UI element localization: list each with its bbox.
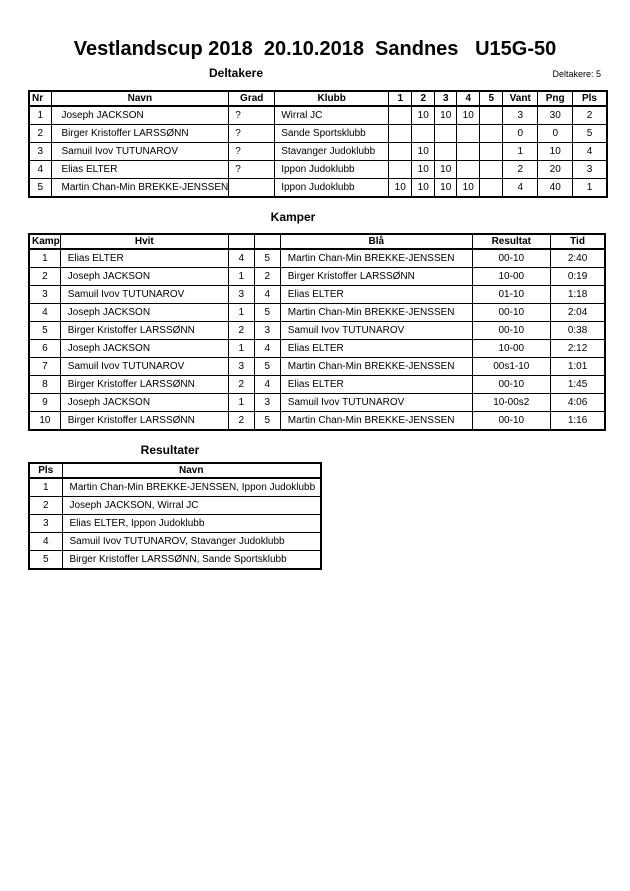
cell-klubb: Ippon Judoklubb (275, 179, 389, 198)
cell-bla-nr: 5 (254, 304, 280, 322)
cell-bla: Martin Chan-Min BREKKE-JENSSEN (280, 304, 472, 322)
column-header-vant: Vant (503, 91, 538, 106)
cell-score-4: 10 (457, 179, 480, 198)
cell-png: 40 (538, 179, 573, 198)
column-header-round-4: 4 (457, 91, 480, 106)
column-header-resultat: Resultat (472, 234, 550, 249)
cell-bla-nr: 4 (254, 340, 280, 358)
column-header-pls: Pls (573, 91, 607, 106)
cell-hvit: Samuil Ivov TUTUNAROV (60, 286, 228, 304)
cell-klubb: Ippon Judoklubb (275, 161, 389, 179)
cell-navn: Martin Chan-Min BREKKE-JENSSEN, Ippon Judoklubb (62, 478, 321, 497)
cell-vant: 3 (503, 106, 538, 125)
cell-hvit: Joseph JACKSON (60, 340, 228, 358)
cell-tid: 0:38 (550, 322, 605, 340)
table-row (29, 551, 321, 570)
cell-kamp: 5 (29, 322, 60, 340)
cell-hvit-nr: 1 (228, 268, 254, 286)
cell-score-1 (389, 161, 412, 179)
table-row (29, 515, 321, 533)
cell-score-1 (389, 143, 412, 161)
table-row (29, 161, 607, 179)
cell-klubb: Stavanger Judoklubb (275, 143, 389, 161)
column-header-bla-nr (254, 234, 280, 249)
table-row (29, 478, 321, 497)
resultater-table (28, 462, 322, 570)
cell-bla: Elias ELTER (280, 286, 472, 304)
cell-resultat: 00-10 (472, 249, 550, 268)
column-header-round-1: 1 (389, 91, 412, 106)
cell-klubb: Wirral JC (275, 106, 389, 125)
column-header-round-2: 2 (412, 91, 435, 106)
cell-pls: 3 (573, 161, 607, 179)
cell-tid: 1:18 (550, 286, 605, 304)
cell-navn: Birger Kristoffer LARSSØNN (51, 125, 229, 143)
cell-kamp: 10 (29, 412, 60, 431)
cell-score-5 (480, 143, 503, 161)
cell-hvit: Birger Kristoffer LARSSØNN (60, 322, 228, 340)
cell-grad: ? (229, 143, 275, 161)
cell-resultat: 00s1-10 (472, 358, 550, 376)
cell-score-4 (457, 161, 480, 179)
cell-score-5 (480, 161, 503, 179)
cell-tid: 1:45 (550, 376, 605, 394)
cell-pls: 4 (573, 143, 607, 161)
cell-score-2: 10 (412, 143, 435, 161)
cell-hvit: Birger Kristoffer LARSSØNN (60, 412, 228, 431)
column-header-kamp: Kamp (29, 234, 60, 249)
cell-score-2 (412, 125, 435, 143)
cell-bla-nr: 4 (254, 286, 280, 304)
table-row (29, 268, 605, 286)
cell-bla: Martin Chan-Min BREKKE-JENSSEN (280, 249, 472, 268)
cell-score-5 (480, 106, 503, 125)
table-row (29, 143, 607, 161)
cell-png: 30 (538, 106, 573, 125)
cell-bla-nr: 5 (254, 358, 280, 376)
cell-score-3: 10 (435, 179, 457, 198)
cell-kamp: 2 (29, 268, 60, 286)
table-row (29, 533, 321, 551)
table-row (29, 249, 605, 268)
cell-bla-nr: 3 (254, 322, 280, 340)
header-row (29, 234, 605, 249)
cell-grad (229, 179, 275, 198)
cell-navn: Samuil Ivov TUTUNAROV, Stavanger Judoklubb (62, 533, 321, 551)
cell-png: 10 (538, 143, 573, 161)
cell-pls: 4 (29, 533, 62, 551)
cell-score-5 (480, 125, 503, 143)
cell-resultat: 00-10 (472, 304, 550, 322)
table-row (29, 358, 605, 376)
column-header-hvit-nr (228, 234, 254, 249)
cell-hvit: Joseph JACKSON (60, 268, 228, 286)
cell-hvit-nr: 3 (228, 286, 254, 304)
section-title-resultater: Resultater (140, 443, 200, 457)
cell-bla-nr: 2 (254, 268, 280, 286)
cell-score-3 (435, 125, 457, 143)
cell-tid: 1:16 (550, 412, 605, 431)
cell-bla-nr: 5 (254, 412, 280, 431)
cell-navn: Joseph JACKSON (51, 106, 229, 125)
cell-kamp: 6 (29, 340, 60, 358)
cell-resultat: 01-10 (472, 286, 550, 304)
cell-resultat: 10-00 (472, 268, 550, 286)
cell-kamp: 9 (29, 394, 60, 412)
column-header-tid: Tid (550, 234, 605, 249)
cell-vant: 2 (503, 161, 538, 179)
section-title-kamper: Kamper (270, 210, 316, 224)
cell-score-3: 10 (435, 161, 457, 179)
cell-navn: Martin Chan-Min BREKKE-JENSSEN (51, 179, 229, 198)
column-header-nr: Nr (29, 91, 51, 106)
cell-png: 0 (538, 125, 573, 143)
table-row (29, 322, 605, 340)
cell-resultat: 10-00s2 (472, 394, 550, 412)
cell-score-3 (435, 143, 457, 161)
cell-nr: 5 (29, 179, 51, 198)
cell-hvit: Samuil Ivov TUTUNAROV (60, 358, 228, 376)
cell-resultat: 00-10 (472, 412, 550, 431)
cell-nr: 4 (29, 161, 51, 179)
header-row (29, 463, 321, 478)
cell-tid: 2:12 (550, 340, 605, 358)
cell-hvit: Joseph JACKSON (60, 394, 228, 412)
column-header-klubb: Klubb (275, 91, 389, 106)
cell-navn: Samuil Ivov TUTUNAROV (51, 143, 229, 161)
cell-score-3: 10 (435, 106, 457, 125)
cell-grad: ? (229, 125, 275, 143)
cell-vant: 1 (503, 143, 538, 161)
cell-bla: Elias ELTER (280, 340, 472, 358)
table-row (29, 304, 605, 322)
page-title: Vestlandscup 2018 20.10.2018 Sandnes U15G-50 (73, 38, 557, 60)
cell-score-5 (480, 179, 503, 198)
cell-tid: 2:40 (550, 249, 605, 268)
table-row (29, 179, 607, 198)
cell-score-4 (457, 125, 480, 143)
cell-score-4: 10 (457, 106, 480, 125)
cell-score-1 (389, 106, 412, 125)
cell-tid: 4:06 (550, 394, 605, 412)
cell-pls: 1 (573, 179, 607, 198)
cell-grad: ? (229, 106, 275, 125)
cell-bla: Martin Chan-Min BREKKE-JENSSEN (280, 412, 472, 431)
cell-resultat: 00-10 (472, 322, 550, 340)
cell-kamp: 4 (29, 304, 60, 322)
cell-bla: Martin Chan-Min BREKKE-JENSSEN (280, 358, 472, 376)
section-title-deltakere: Deltakere (208, 66, 264, 80)
cell-nr: 3 (29, 143, 51, 161)
cell-bla-nr: 4 (254, 376, 280, 394)
cell-nr: 1 (29, 106, 51, 125)
cell-hvit: Birger Kristoffer LARSSØNN (60, 376, 228, 394)
table-row (29, 497, 321, 515)
cell-hvit-nr: 2 (228, 412, 254, 431)
cell-score-1 (389, 125, 412, 143)
cell-hvit-nr: 1 (228, 394, 254, 412)
column-header-pls: Pls (29, 463, 62, 478)
cell-hvit-nr: 2 (228, 322, 254, 340)
table-row (29, 340, 605, 358)
cell-score-2: 10 (412, 179, 435, 198)
cell-bla: Samuil Ivov TUTUNAROV (280, 322, 472, 340)
cell-vant: 0 (503, 125, 538, 143)
cell-hvit-nr: 1 (228, 304, 254, 322)
cell-pls: 2 (29, 497, 62, 515)
table-row (29, 394, 605, 412)
cell-kamp: 8 (29, 376, 60, 394)
cell-pls: 2 (573, 106, 607, 125)
cell-klubb: Sande Sportsklubb (275, 125, 389, 143)
cell-pls: 5 (29, 551, 62, 570)
cell-hvit-nr: 2 (228, 376, 254, 394)
cell-bla-nr: 5 (254, 249, 280, 268)
cell-tid: 1:01 (550, 358, 605, 376)
cell-grad: ? (229, 161, 275, 179)
cell-navn: Birger Kristoffer LARSSØNN, Sande Sportsklubb (62, 551, 321, 570)
cell-vant: 4 (503, 179, 538, 198)
column-header-navn: Navn (51, 91, 229, 106)
column-header-bla: Blå (280, 234, 472, 249)
cell-navn: Joseph JACKSON, Wirral JC (62, 497, 321, 515)
cell-hvit-nr: 4 (228, 249, 254, 268)
cell-bla: Birger Kristoffer LARSSØNN (280, 268, 472, 286)
column-header-navn: Navn (62, 463, 321, 478)
cell-bla: Samuil Ivov TUTUNAROV (280, 394, 472, 412)
cell-score-2: 10 (412, 106, 435, 125)
cell-kamp: 1 (29, 249, 60, 268)
cell-score-4 (457, 143, 480, 161)
table-row (29, 286, 605, 304)
cell-resultat: 10-00 (472, 340, 550, 358)
header-row (29, 91, 607, 106)
column-header-grad: Grad (229, 91, 275, 106)
cell-tid: 2:04 (550, 304, 605, 322)
cell-navn: Elias ELTER (51, 161, 229, 179)
cell-score-1: 10 (389, 179, 412, 198)
deltakere-table (28, 90, 608, 198)
cell-resultat: 00-10 (472, 376, 550, 394)
cell-navn: Elias ELTER, Ippon Judoklubb (62, 515, 321, 533)
cell-hvit-nr: 1 (228, 340, 254, 358)
cell-kamp: 7 (29, 358, 60, 376)
column-header-round-3: 3 (435, 91, 457, 106)
kamper-table (28, 233, 606, 431)
participants-count: Deltakere: 5 (552, 69, 601, 79)
cell-hvit: Elias ELTER (60, 249, 228, 268)
cell-score-2: 10 (412, 161, 435, 179)
column-header-hvit: Hvit (60, 234, 228, 249)
column-header-png: Png (538, 91, 573, 106)
column-header-round-5: 5 (480, 91, 503, 106)
cell-kamp: 3 (29, 286, 60, 304)
cell-tid: 0:19 (550, 268, 605, 286)
cell-pls: 1 (29, 478, 62, 497)
cell-pls: 3 (29, 515, 62, 533)
cell-hvit: Joseph JACKSON (60, 304, 228, 322)
cell-png: 20 (538, 161, 573, 179)
cell-pls: 5 (573, 125, 607, 143)
cell-bla-nr: 3 (254, 394, 280, 412)
table-row (29, 412, 605, 431)
cell-nr: 2 (29, 125, 51, 143)
cell-hvit-nr: 3 (228, 358, 254, 376)
cell-bla: Elias ELTER (280, 376, 472, 394)
table-row (29, 125, 607, 143)
table-row (29, 376, 605, 394)
table-row (29, 106, 607, 125)
